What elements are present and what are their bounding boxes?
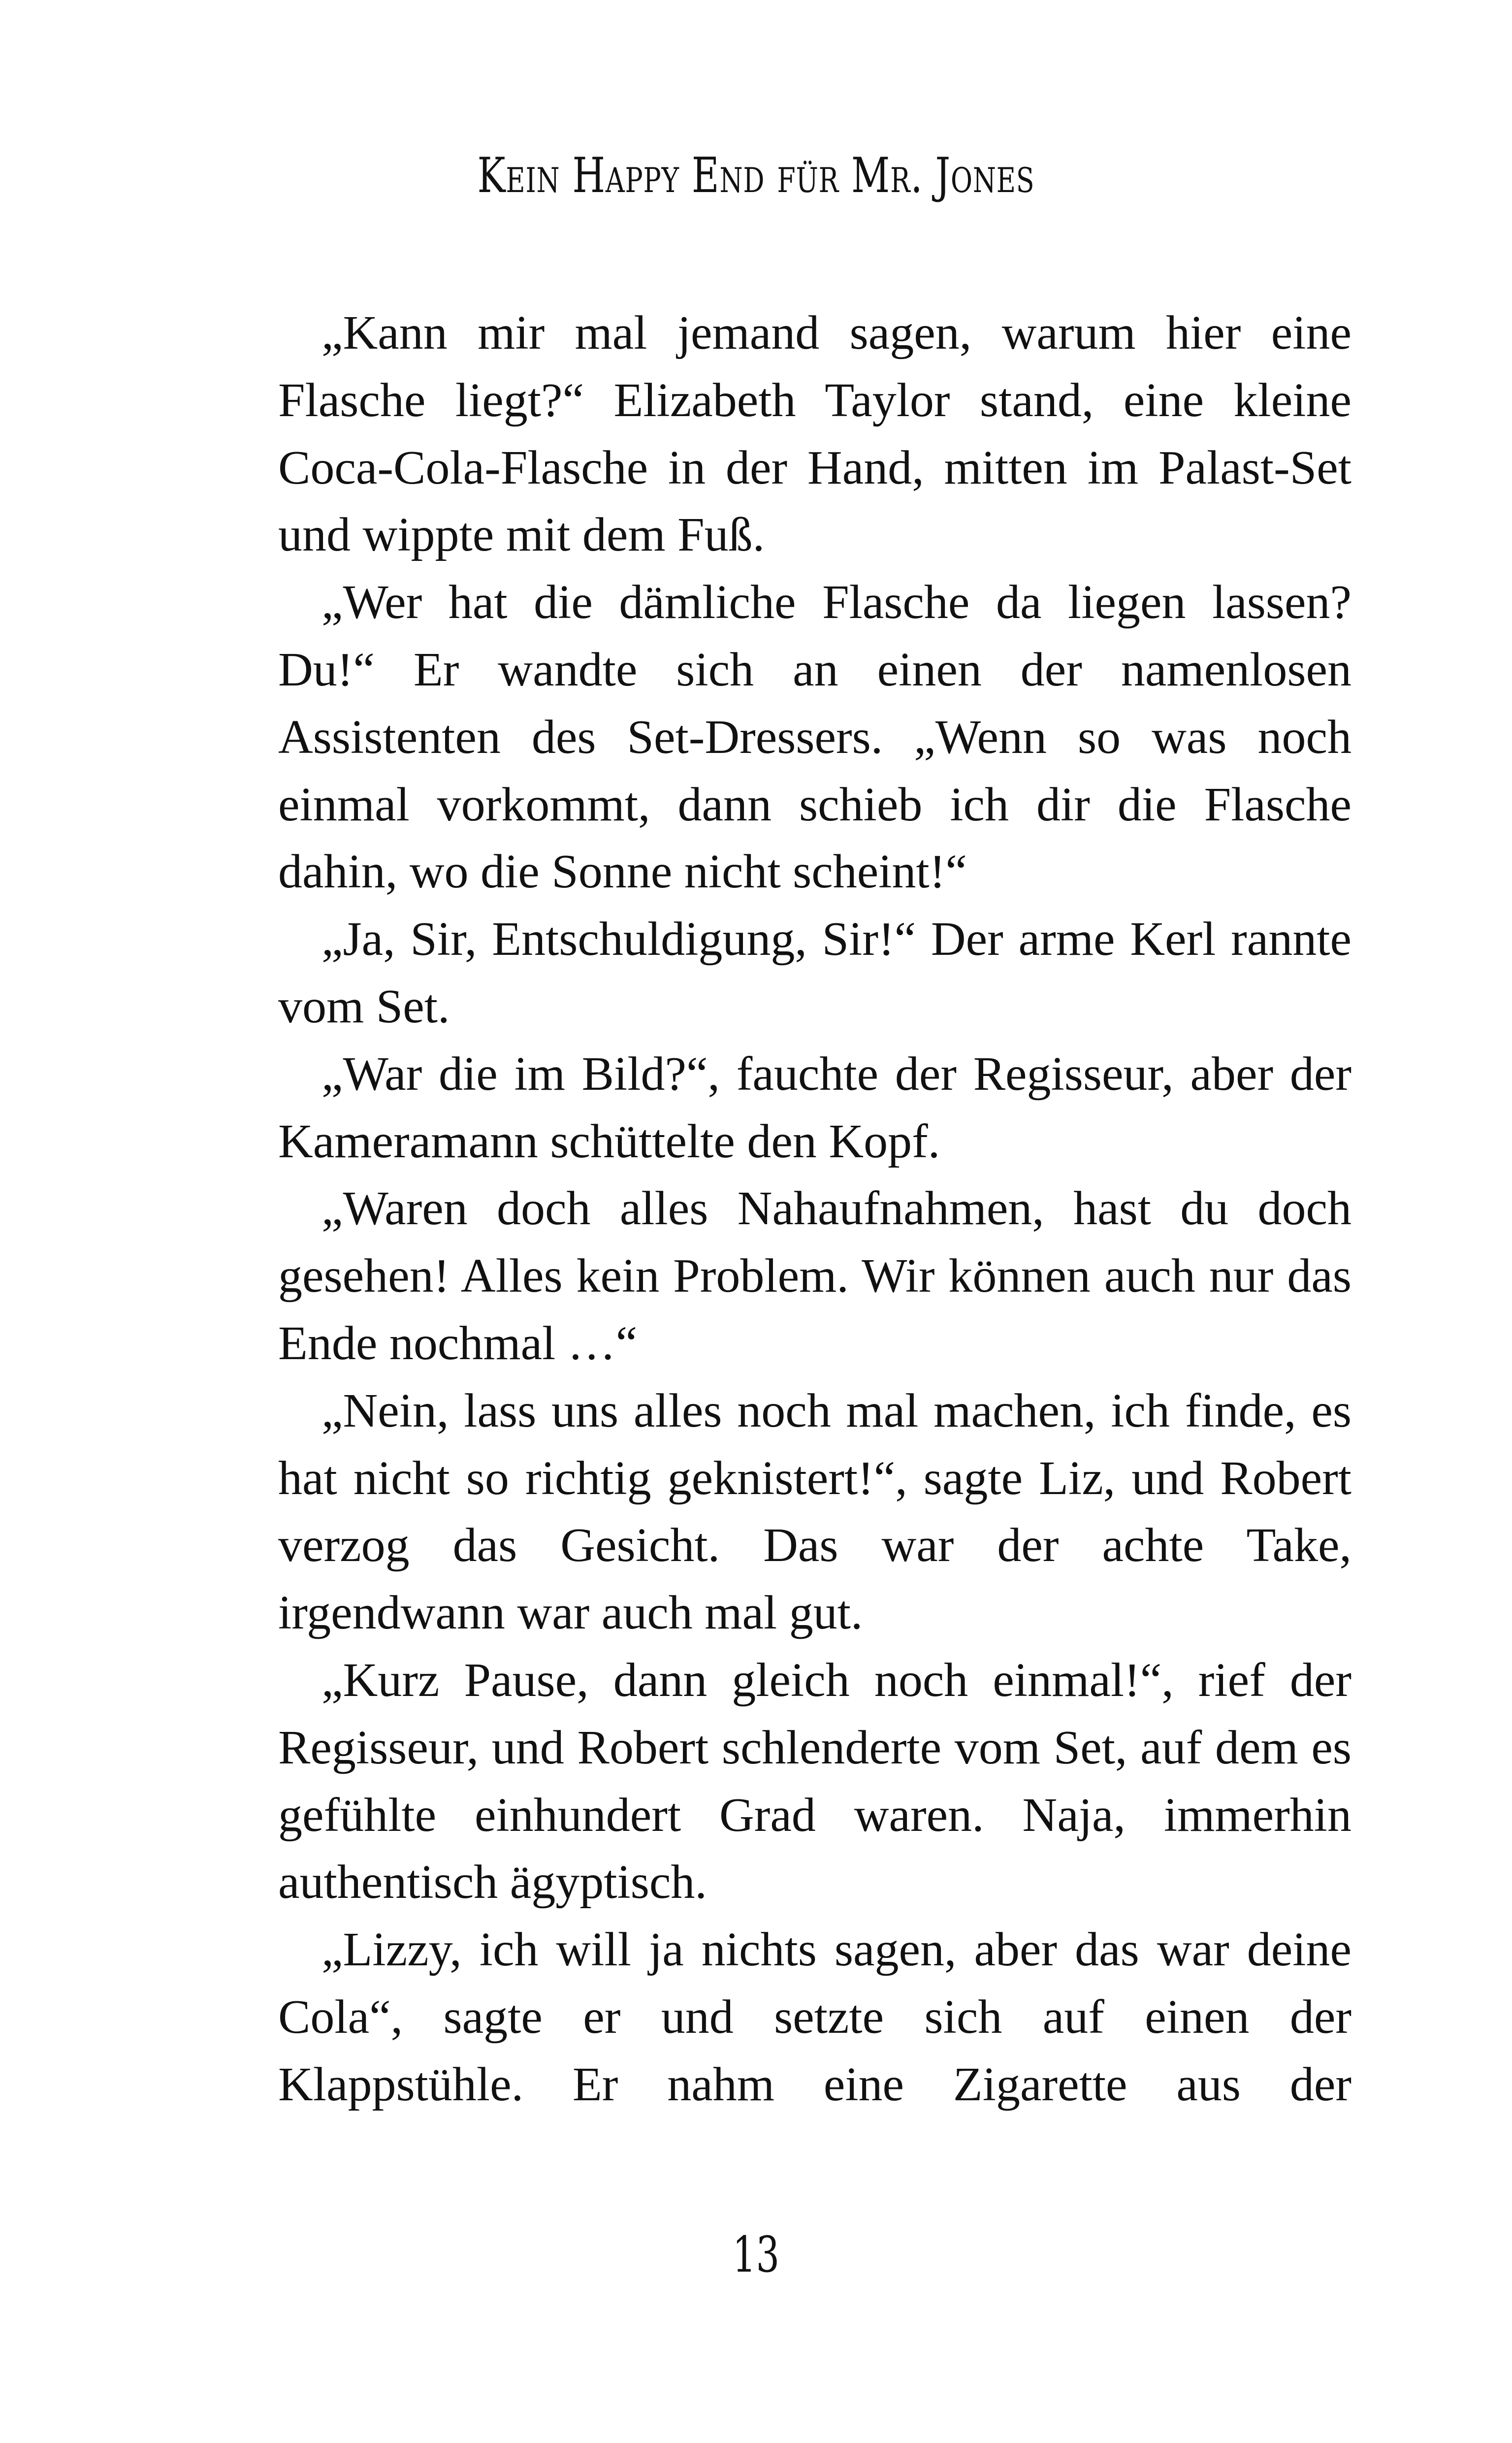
paragraph: „Kann mir mal jemand sagen, warum hier eine Flasche liegt?“ Elizabeth Taylor stand, eine kleine Coca-Cola-Flasche in der Hand, mitten im Palast-Set und wippte mit dem Fuß. (278, 306, 1351, 562)
paragraph: „Kurz Pause, dann gleich noch einmal!“, rief der Regisseur, und Robert schlenderte vom Set, auf dem es gefühlte einhundert Grad waren. Naja, immerhin authentisch ägyptisch. (278, 1653, 1351, 1909)
paragraph: „Nein, lass uns alles noch mal machen, ich finde, es hat nicht so richtig geknistert!“, sagte Liz, und Robert verzog das Gesicht. Das war der achte Take, irgendwann war auch mal gut. (278, 1384, 1351, 1640)
paragraph: „Wer hat die dämliche Flasche da liegen lassen? Du!“ Er wandte sich an einen der namenlosen Assistenten des Set-Dressers. „Wenn so was noch einmal vorkommt, dann schieb ich dir die Flasche dahin, wo die Sonne nicht scheint!“ (278, 576, 1351, 899)
running-header: Kein Happy End für Mr. Jones (477, 148, 1035, 204)
paragraph: „War die im Bild?“, fauchte der Regisseur, aber der Kameramann schüttelte den Kopf. (278, 1047, 1351, 1168)
paragraph: „Lizzy, ich will ja nichts sagen, aber das war deine Cola“, sagte er und setzte sich auf einen der Klappstühle. Er nahm eine Zigarette aus der (278, 1923, 1351, 2111)
body-text (278, 299, 1351, 2118)
paragraph: „Waren doch alles Nahaufnahmen, hast du doch gesehen! Alles kein Problem. Wir können auch nur das Ende nochmal …“ (278, 1182, 1351, 1370)
page-number: 13 (732, 2226, 780, 2283)
paragraph: „Ja, Sir, Entschuldigung, Sir!“ Der arme Kerl rannte vom Set. (278, 912, 1351, 1033)
